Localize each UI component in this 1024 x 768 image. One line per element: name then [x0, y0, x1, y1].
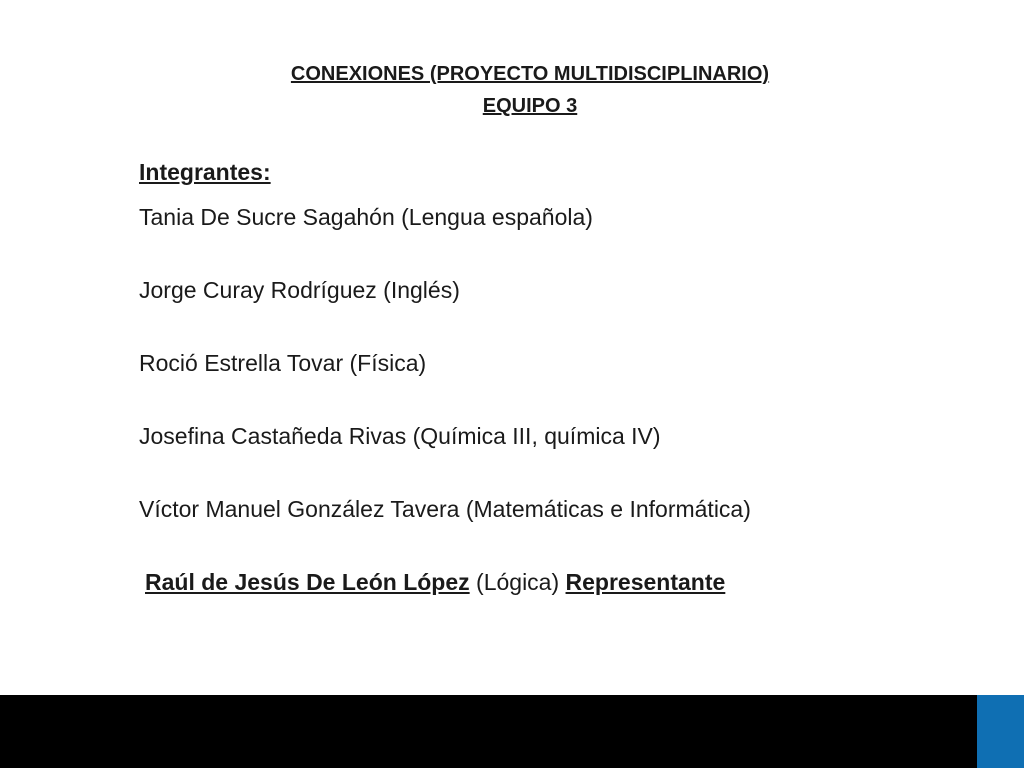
team-title: EQUIPO 3 — [482, 95, 578, 117]
slide-title — [0, 58, 1024, 122]
members-heading: Integrantes: — [139, 159, 271, 185]
representative-item — [139, 568, 999, 641]
members-section — [139, 155, 999, 641]
representative-subject: (Lógica) — [476, 569, 560, 595]
footer-accent — [977, 695, 1024, 768]
representative-name: Raúl de Jesús De León López — [145, 569, 470, 595]
member-item: Víctor Manuel González Tavera (Matemáticas e Informática) — [139, 496, 751, 522]
member-item: Jorge Curay Rodríguez (Inglés) — [139, 277, 460, 303]
footer-bar — [0, 695, 977, 768]
member-item: Tania De Sucre Sagahón (Lengua española) — [139, 204, 593, 230]
member-item: Roció Estrella Tovar (Física) — [139, 350, 427, 376]
project-title: CONEXIONES (PROYECTO MULTIDISCIPLINARIO) — [290, 63, 770, 85]
member-item: Josefina Castañeda Rivas (Química III, química IV) — [139, 423, 661, 449]
representative-role: Representante — [565, 569, 726, 595]
